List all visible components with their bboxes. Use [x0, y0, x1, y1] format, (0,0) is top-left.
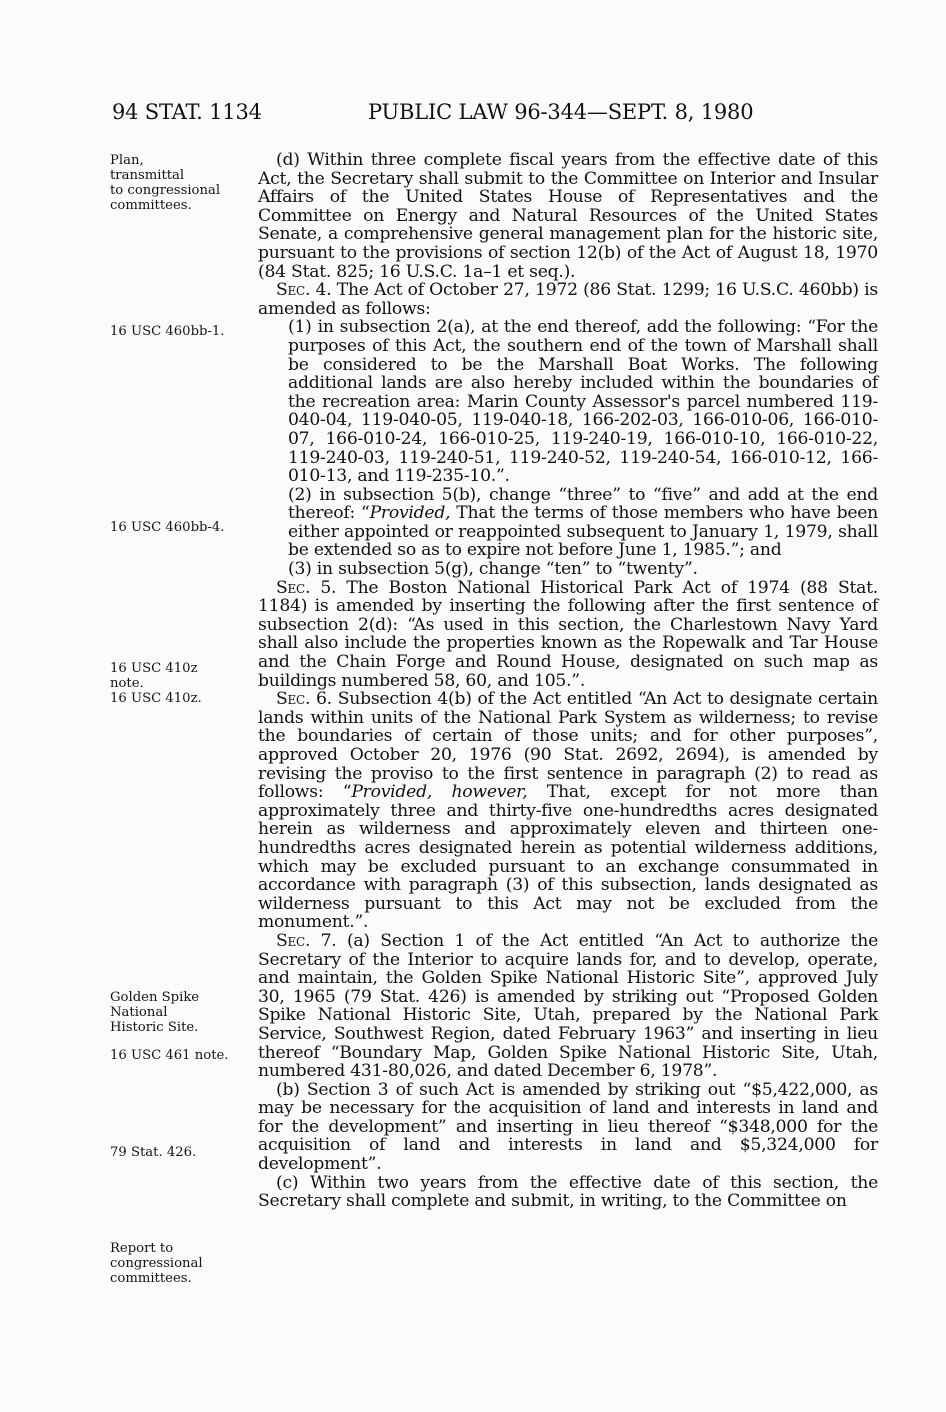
margin-note-410z-note	[110, 661, 246, 706]
provided-italic: Provided,	[369, 503, 451, 524]
section-text: The Boston National Historical Park Act of 1974 (88 Stat. 1184) is amended by inserting the following after the first sentence of subsection 2(d): “As used in this section, the Charlestown Navy Yard shall also include the properties known as the Ropewalk and Tar House and the Chain Forge and Round House, designated on such map as buildings numbered 58, 60, and 105.”.	[258, 577, 878, 691]
margin-note-line: congressional	[110, 1256, 203, 1271]
section-7-b: (b) Section 3 of such Act is amended by striking out “$5,422,000, as may be necessary for the acquisition of land and interests in land and for the development” and inserting in lieu thereof “$348,000 for the acquisition of land and interests in land and $5,324,000 for development”.	[258, 1079, 878, 1175]
section-text: (a) Section 1 of the Act entitled “An Act to authorize the Secretary of the Interior to acquire lands for, and to develop, operate, and maintain, the Golden Spike National Historic Site”, approved July 30, 1965 (79 Stat. 426) is amended by striking out “Proposed Golden Spike National Historic Site, Utah, prepared by the National Park Service, Southwest Region, dated February 1963” and inserting in lieu thereof “Boundary Map, Golden Spike National Historic Site, Utah, numbered 431-80,026, and dated December 6, 1978”.	[258, 930, 878, 1082]
margin-note-line: note.	[110, 676, 144, 691]
section-text: That, except for not more than approximately three and thirty-five one-hundredths acres designated herein as wilderness and approximately eleven and thirteen one-hundredths acres designated herein as potential wilderness additions, which may be excluded pursuant to an exchange consummated in accordance with paragraph (3) of this subsection, lands designated as wilderness pursuant to this Act may not be excluded from the monument.”.	[258, 782, 878, 933]
margin-note-line: Golden Spike	[110, 990, 200, 1005]
margin-note-line: transmittal	[110, 168, 185, 183]
margin-note-line: 16 USC 410z	[110, 661, 198, 676]
item-text: (2) in subsection 5(b), change “three” to “five” and add at the end thereof: “	[288, 484, 878, 524]
section-4-item-3: (3) in subsection 5(g), change “ten” to “twenty”.	[288, 559, 698, 580]
margin-note-golden-spike	[110, 990, 246, 1035]
margin-note-460bb-1: 16 USC 460bb-1.	[110, 324, 225, 339]
section-label: Sec. 5.	[276, 577, 337, 598]
section-label: Sec. 7.	[276, 930, 337, 951]
margin-note-460bb-4: 16 USC 460bb-4.	[110, 520, 225, 535]
section-label: Sec. 6.	[276, 689, 332, 710]
section-label: Sec. 4.	[276, 280, 332, 301]
margin-note-79-stat: 79 Stat. 426.	[110, 1145, 197, 1160]
section-4-item-1: (1) in subsection 2(a), at the end thereof, add the following: “For the purposes of this Act, the southern end of the town of Marshall shall be considered to be the Marshall Boat Works. The following additional lands are also hereby included within the boundaries of the recreation area: Marin County Assessor's parcel numbered 119-040-04, 119-040-05, 119-040-18, 166-202-03, 166-010-06, 166-010-07, 166-010-24, 166-010-25, 119-240-19, 166-010-10, 166-010-22, 119-240-03, 119-240-51, 119-240-52, 119-240-54, 166-010-12, 166-010-13, and 119-235-10.”.	[288, 317, 878, 487]
margin-note-line: committees.	[110, 1271, 192, 1286]
section-5	[258, 579, 878, 691]
section-6	[258, 690, 878, 932]
margin-note-line: to congressional	[110, 183, 221, 198]
margin-note-plan	[110, 153, 246, 213]
section-4	[258, 281, 878, 318]
paragraph-d: (d) Within three complete fiscal years from the effective date of this Act, the Secretary shall submit to the Committee on Interior and Insular Affairs of the United States House of Representatives and the Committee on Energy and Natural Resources of the United States Senate, a comprehensive general management plan for the historic site, pursuant to the provisions of section 12(b) of the Act of August 18, 1970 (84 Stat. 825; 16 U.S.C. 1a–1 et seq.).	[258, 150, 878, 282]
section-7-c: (c) Within two years from the effective date of this section, the Secretary shall complete and submit, in writing, to the Committee on	[258, 1172, 878, 1212]
margin-note-line: National	[110, 1005, 168, 1020]
page-header	[0, 92, 946, 132]
section-text: Subsection 4(b) of the Act entitled “An Act to designate certain lands within units of the National Park System as wilderness; to revise the boundaries of certain of those units; and for other purposes”, approved October 20, 1976 (90 Stat. 2692, 2694), is amended by revising the proviso to the first sentence in paragraph (2) to read as follows: “	[258, 689, 878, 803]
margin-note-line: committees.	[110, 198, 192, 213]
public-law-title: PUBLIC LAW 96-344—SEPT. 8, 1980	[368, 100, 754, 124]
section-7	[258, 932, 878, 1081]
provided-italic: Provided, however,	[351, 782, 528, 803]
margin-note-line: 16 USC 410z.	[110, 691, 202, 706]
item-text: That the terms of those members who have been either appointed or reappointed subsequent to January 1, 1979, shall be extended so as to expire not before June 1, 1985.”; and	[288, 503, 878, 561]
stat-page-number: 94 STAT. 1134	[112, 100, 262, 124]
margin-note-line: Plan,	[110, 153, 144, 168]
section-text: The Act of October 27, 1972 (86 Stat. 1299; 16 U.S.C. 460bb) is amended as follows:	[258, 280, 878, 319]
margin-note-461-note: 16 USC 461 note.	[110, 1048, 229, 1063]
margin-note-report	[110, 1241, 246, 1286]
margin-note-line: Historic Site.	[110, 1020, 199, 1035]
law-body-text	[258, 151, 878, 1211]
margin-note-line: Report to	[110, 1241, 174, 1256]
section-4-item-2	[258, 486, 878, 560]
